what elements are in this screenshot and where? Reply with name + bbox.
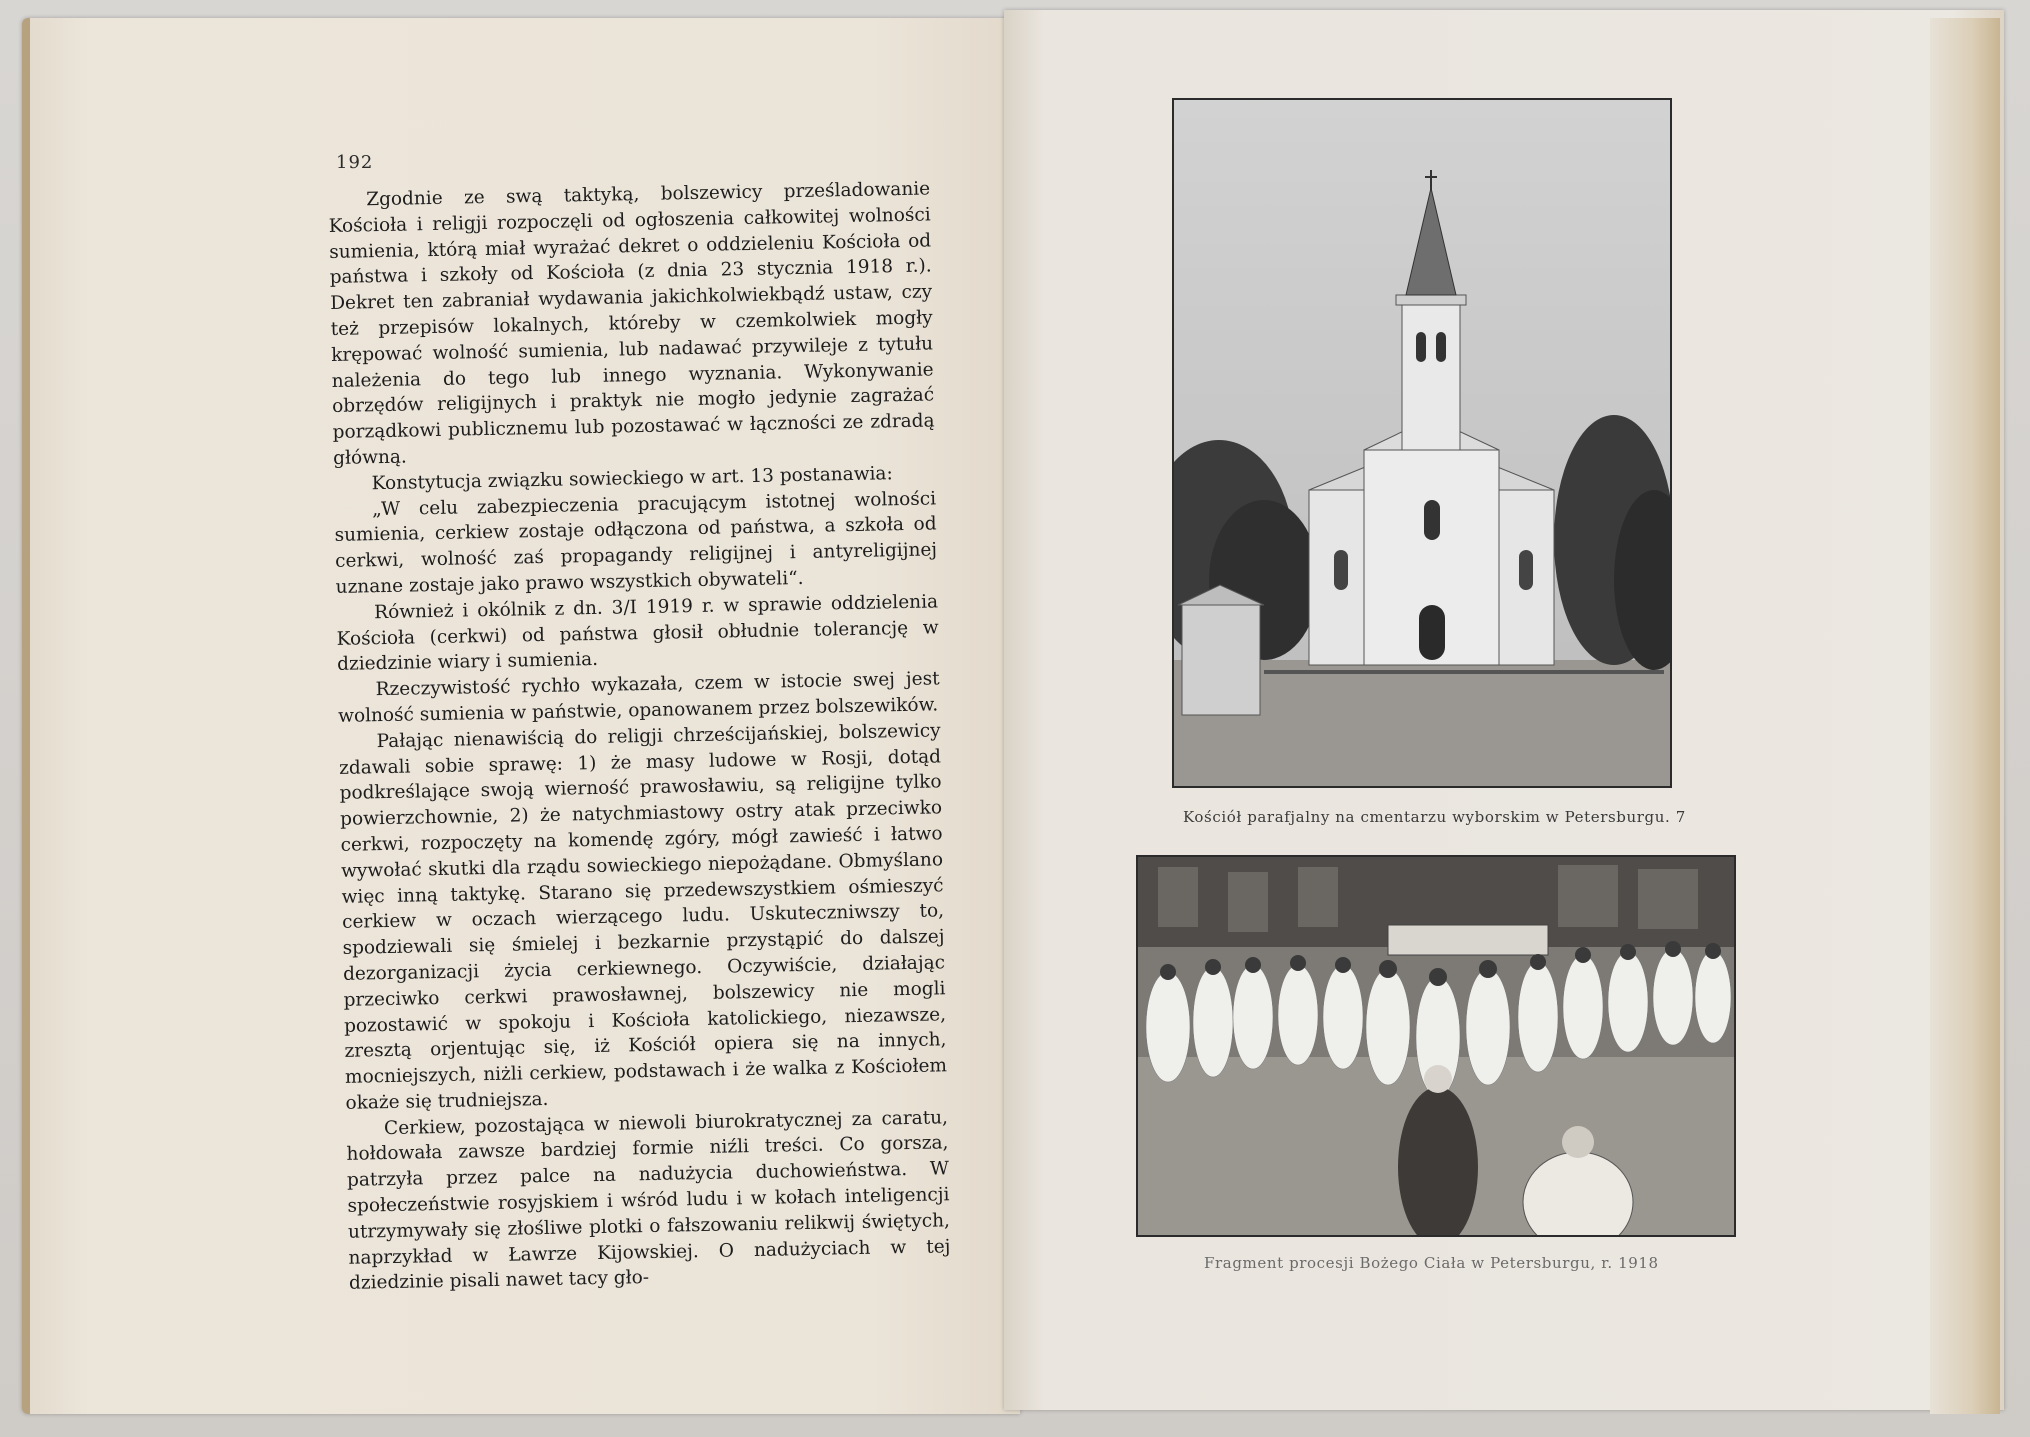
paragraph: Konstytucja związku sowieckiego w art. 13 postanawia: (371, 462, 893, 494)
procession-illustration (1138, 857, 1734, 1235)
photo-caption-church: Kościół parafjalny na cmentarzu wyborskim w Petersburgu. 7 (1183, 808, 1686, 826)
church-illustration (1174, 100, 1670, 786)
paragraph: Rzeczywistość rychło wykazała, czem w istocie swej jest wolność sumienia w państwie, opanowanem przez bolszewików. (337, 668, 940, 727)
paragraph: Zgodnie ze swą taktyką, bolszewicy prześladowanie Kościoła i religji rozpoczęli od ogłoszenia całkowitej wolności sumienia, którą miał wyrażać dekret o oddzieleniu Kościoła od państwa i szkoły od Kościoła (z dnia 23 stycznia 1918 r.). Dekret ten zabraniał wydawania jakichkolwiekbądź ustaw, czy też przepisów lokalnych, któreby w czemkolwiek mogły krępować wolność sumienia, lub nadawać przywileje z tytułu należenia do tego lub innego wyznania. Wykonywanie obrzędów religijnych i praktyk nie mogło jedynie zagrażać porządkowi publicznemu lub pozostawać w łączności ze zdradą główną. (328, 178, 935, 469)
paragraph: Cerkiew, pozostająca w niewoli biurokratycznej za caratu, hołdowała zawsze bardziej formie niźli treści. Co gorsza, patrzyła przez palce na nadużycia duchowieństwa. W społeczeństwie rosyjskiem i wśród ludu i w kołach inteligencji utrzymywały się złośliwe plotki o fałszowaniu relikwij świętych, naprzykład w Ławrze Kijowskiej. O nadużyciach w tej dziedzinie pisali nawet tacy gło- (346, 1106, 951, 1295)
page-number: 192 (336, 152, 374, 173)
procession-photo (1136, 855, 1736, 1237)
paragraph: Również i okólnik z dn. 3/I 1919 r. w sprawie oddzielenia Kościoła (cerkwi) od państwa głosił obłudnie tolerancję w dziedzinie wiary i sumienia. (336, 591, 939, 676)
body-text (328, 176, 951, 1297)
paragraph: Pałając nienawiścią do religji chrześcijańskiej, bolszewicy zdawali sobie sprawę: 1) że masy ludowe w Rosji, dotąd podkreślające swoją wierność prawosławiu, są religijne tylko powierzchownie, 2) że natychmiastowy ostry atak przeciwko cerkwi, rozpoczęty na komendę zgóry, mógł zawieść i łatwo wywołać skutki dla rządu sowieckiego niepożądane. Obmyślano więc inną taktykę. Starano się przedewszystkiem ośmieszyć cerkiew w oczach wierzącego ludu. Uskuteczniwszy to, spodziewali się śmielej i bezkarnie przystąpić do dalszej dezorganizacji życia cerkiewnego. Oczywiście, działając przeciwko cerkwi prawosławnej, bolszewicy nie mogli pozostawić w spokoju i Kościoła katolickiego, niezawsze, zresztą orjentując się, iż Kościół opiera się na innych, mocniejszych, niżli cerkiew, podstawach i że walka z Kościołem okaże się trudniejsza. (338, 720, 948, 1114)
paragraph: „W celu zabezpieczenia pracującym istotnej wolności sumienia, cerkiew zostaje odłączona od państwa, a szkoła od cerkwi, wolność zaś propagandy religijnej i antyreligijnej uznane zostaje jako prawo wszystkich obywateli“. (334, 487, 938, 598)
church-photo (1172, 98, 1672, 788)
page-edges (1930, 18, 2000, 1414)
photo-caption-procession: Fragment procesji Bożego Ciała w Petersburgu, r. 1918 (1204, 1254, 1659, 1272)
